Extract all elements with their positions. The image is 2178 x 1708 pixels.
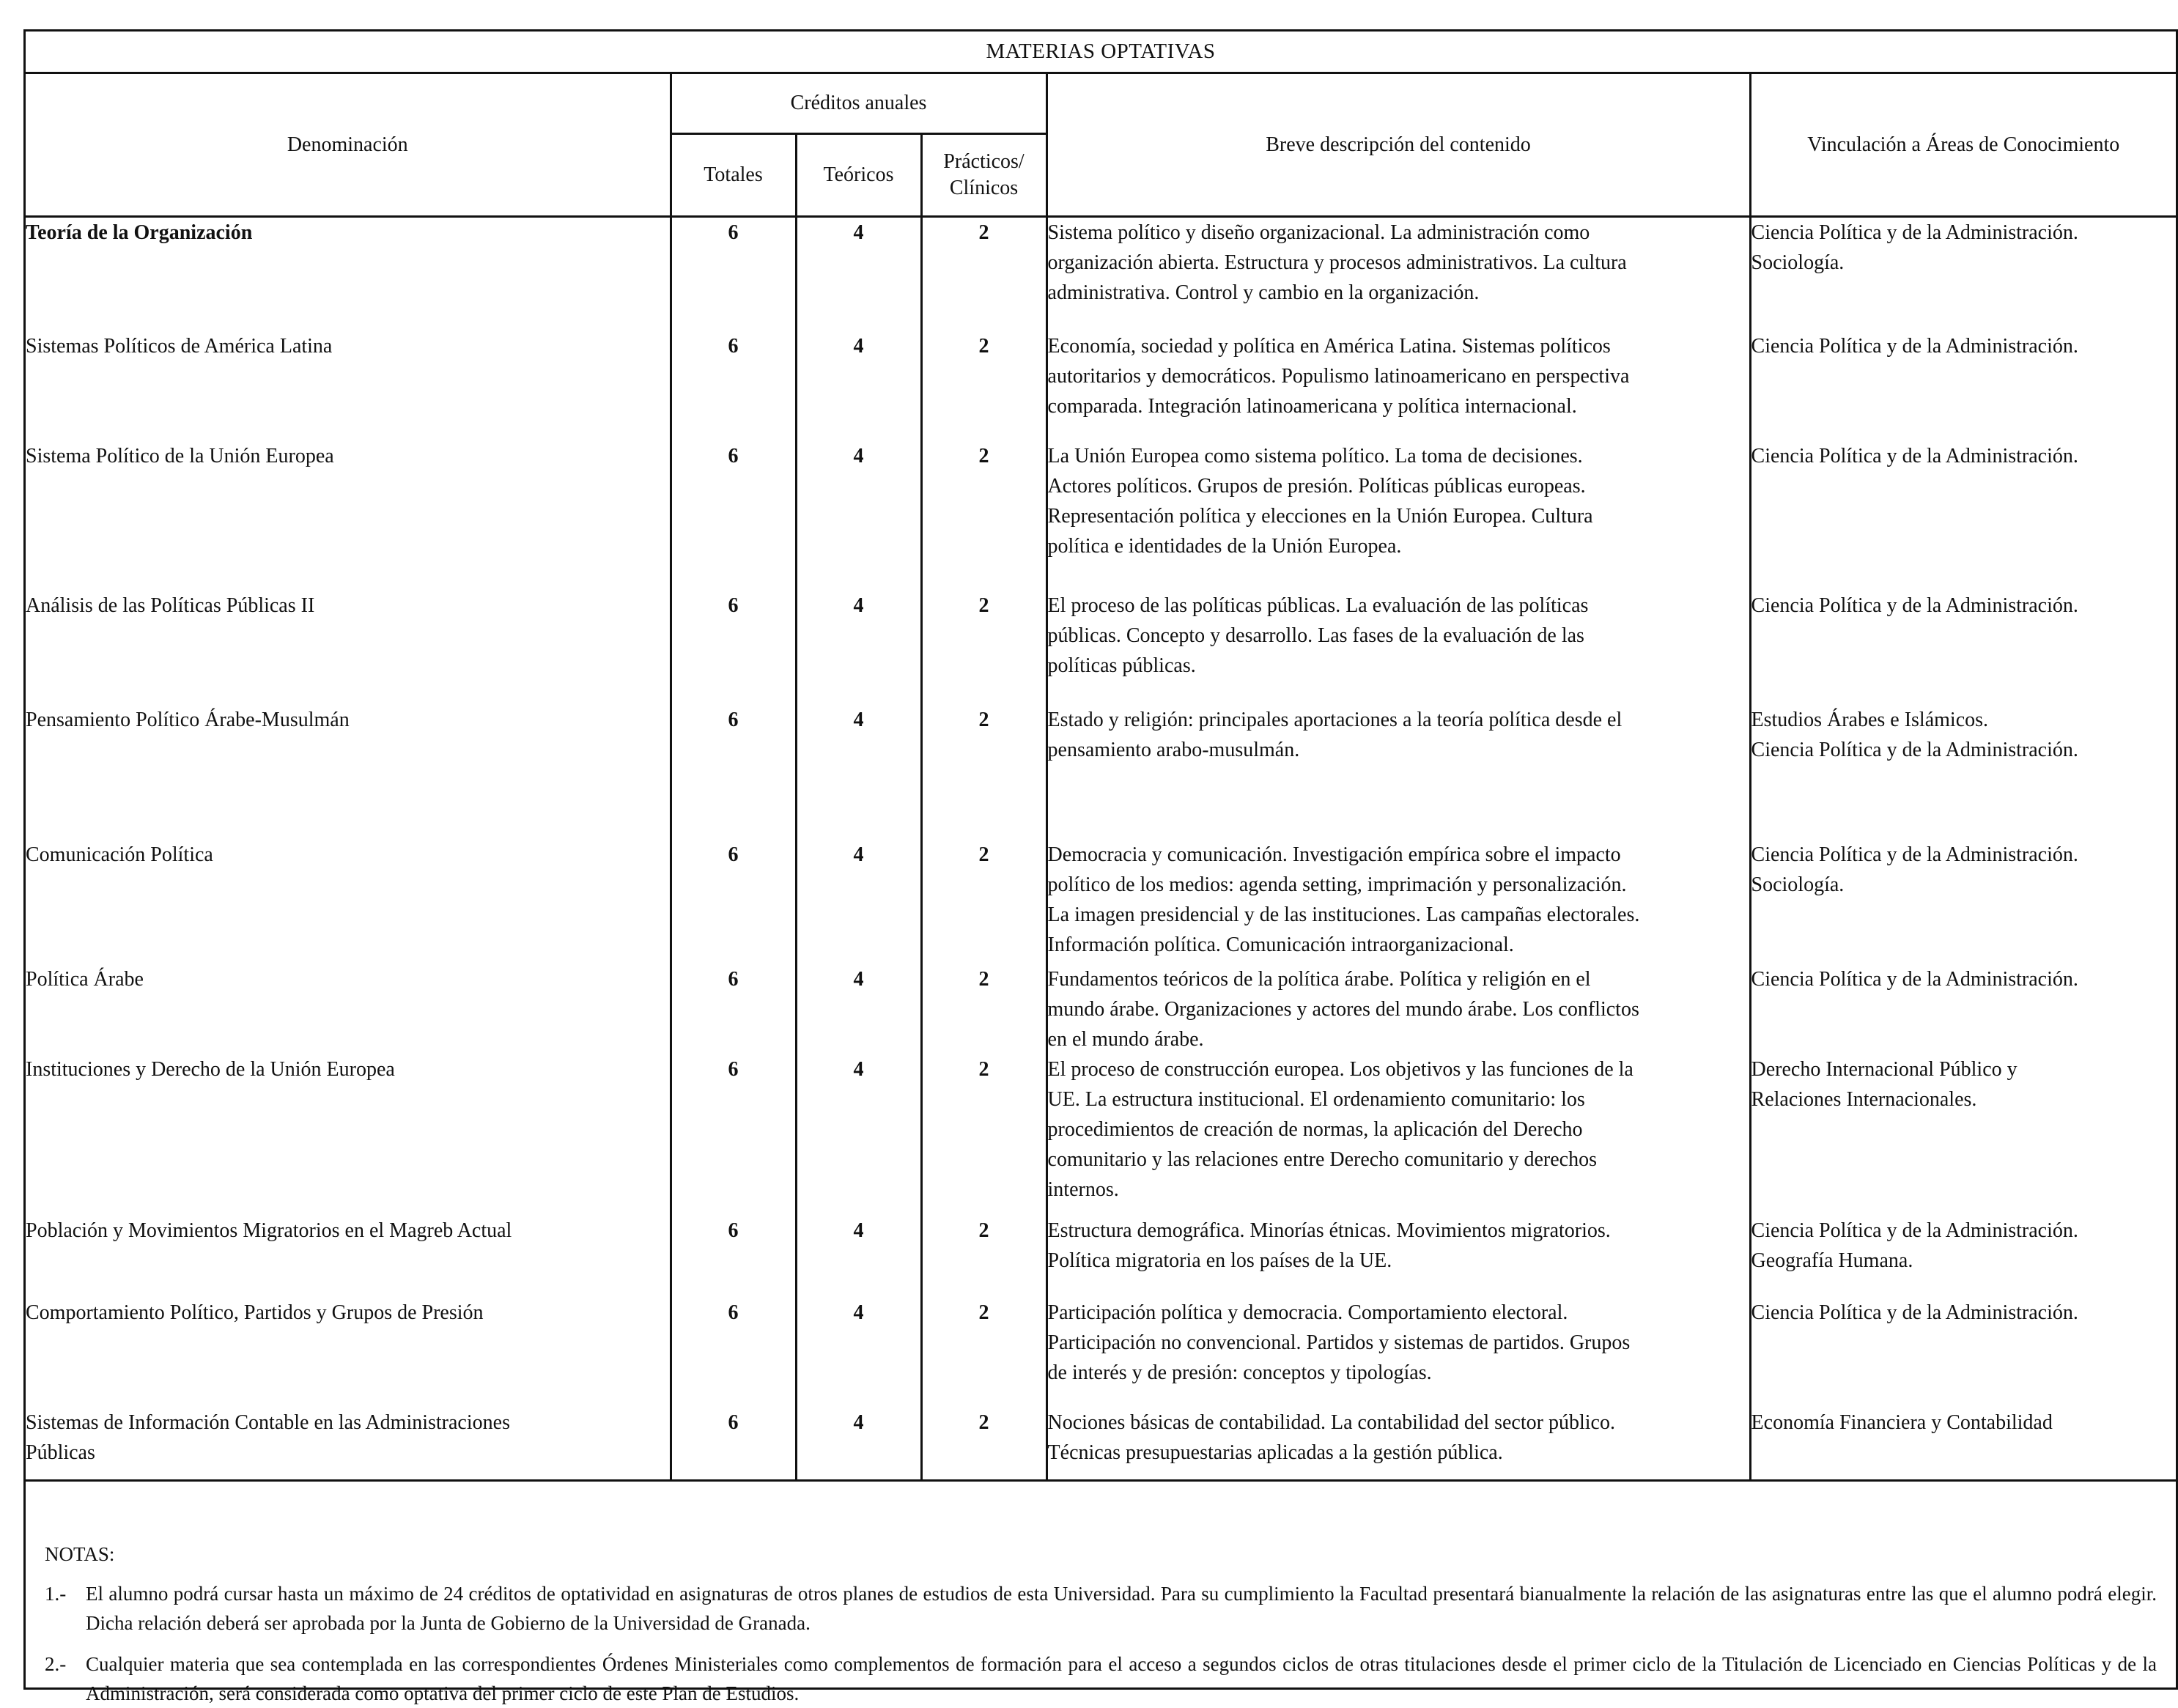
header-vinculacion: Vinculación a Áreas de Conocimiento [1750,74,2176,217]
cell-vinculacion [1750,1408,2176,1481]
descripcion-line: de interés y de presión: conceptos y tipologías. [1047,1361,1432,1384]
cell-denominacion [26,1298,671,1408]
table-row [26,840,2176,964]
cell-vinculacion [1750,591,2176,705]
cell-teoricos: 4 [796,840,921,964]
cell-totales: 6 [671,705,796,840]
cell-denominacion [26,840,671,964]
cell-descripcion [1046,591,1750,705]
cell-teoricos: 4 [796,1408,921,1481]
denominacion-text: Públicas [26,1441,95,1464]
descripcion-line: mundo árabe. Organizaciones y actores del mundo árabe. Los conflictos [1047,997,1639,1021]
cell-vinculacion [1750,1054,2176,1216]
cell-vinculacion [1750,1216,2176,1298]
nota-item [45,1649,2157,1708]
denominacion-text: Comunicación Política [26,843,213,866]
cell-vinculacion [1750,1298,2176,1408]
cell-totales: 6 [671,441,796,591]
cell-denominacion [26,591,671,705]
cell-descripcion [1046,964,1750,1054]
descripcion-line: Representación política y elecciones en la Unión Europea. Cultura [1047,504,1593,528]
header-totales: Totales [671,134,796,217]
cell-teoricos: 4 [796,441,921,591]
descripcion-line: comunitario y las relaciones entre Derecho comunitario y derechos [1047,1147,1598,1171]
cell-teoricos: 4 [796,591,921,705]
descripcion-line: La Unión Europea como sistema político. La toma de decisiones. [1047,444,1583,467]
cell-denominacion [26,1408,671,1481]
cell-teoricos: 4 [796,331,921,441]
descripcion-line: comparada. Integración latinoamericana y política internacional. [1047,394,1577,418]
cell-totales: 6 [671,840,796,964]
descripcion-line: UE. La estructura institucional. El ordenamiento comunitario: los [1047,1087,1585,1111]
descripcion-line: Estructura demográfica. Minorías étnicas. Movimientos migratorios. [1047,1219,1611,1242]
table-row [26,591,2176,705]
cell-practicos: 2 [921,331,1046,441]
cell-totales: 6 [671,591,796,705]
cell-descripcion [1046,1408,1750,1481]
vinculacion-line: Relaciones Internacionales. [1751,1087,1977,1111]
cell-totales: 6 [671,1298,796,1408]
descripcion-line: autoritarios y democráticos. Populismo latinoamericano en perspectiva [1047,364,1630,388]
vinculacion-line: Sociología. [1751,873,1845,896]
denominacion-text: Población y Movimientos Migratorios en el Magreb Actual [26,1219,512,1242]
cell-denominacion [26,331,671,441]
denominacion-text: Análisis de las Políticas Públicas II [26,594,315,617]
cell-practicos: 2 [921,441,1046,591]
cell-practicos: 2 [921,591,1046,705]
cell-teoricos: 4 [796,1298,921,1408]
denominacion-text: Política Árabe [26,967,144,991]
cell-vinculacion [1750,840,2176,964]
descripcion-line: públicas. Concepto y desarrollo. Las fases de la evaluación de las [1047,624,1584,647]
vinculacion-line: Ciencia Política y de la Administración. [1751,738,2078,761]
cell-denominacion [26,217,671,331]
vinculacion-line: Ciencia Política y de la Administración. [1751,967,2078,991]
vinculacion-line: Ciencia Política y de la Administración. [1751,1301,2078,1324]
table-row [26,1054,2176,1216]
vinculacion-line: Ciencia Política y de la Administración. [1751,334,2078,358]
cell-denominacion [26,441,671,591]
nota-index: 1.- [45,1583,67,1605]
cell-vinculacion [1750,964,2176,1054]
descripcion-line: La imagen presidencial y de las instituciones. Las campañas electorales. [1047,903,1640,926]
descripcion-line: Nociones básicas de contabilidad. La contabilidad del sector público. [1047,1411,1615,1434]
descripcion-line: política e identidades de la Unión Europea. [1047,534,1402,558]
header-practicos-line2: Clínicos [949,177,1019,199]
table-row [26,964,2176,1054]
cell-descripcion [1046,1216,1750,1298]
cell-vinculacion [1750,331,2176,441]
vinculacion-line: Ciencia Política y de la Administración. [1751,444,2078,467]
nota-text: Cualquier materia que sea contemplada en las correspondientes Órdenes Ministeriales como complementos de formación para el acceso a segundos ciclos de otras titulaciones desde el primer ciclo de la Titulación de Licenciado en Ciencias Políticas y de la Administración, será considerada como optativa del primer ciclo de este Plan de Estudios. [86,1653,2157,1704]
denominacion-text: Sistemas Políticos de América Latina [26,334,333,358]
descripcion-line: pensamiento arabo-musulmán. [1047,738,1300,761]
cell-descripcion [1046,441,1750,591]
notas-section [26,1526,2176,1704]
vinculacion-line: Derecho Internacional Público y [1751,1057,2018,1081]
descripcion-line: político de los medios: agenda setting, imprimación y personalización. [1047,873,1627,896]
cell-practicos: 2 [921,217,1046,331]
descripcion-line: Técnicas presupuestarias aplicadas a la gestión pública. [1047,1441,1503,1464]
header-creditos-anuales: Créditos anuales [671,74,1046,134]
table-row [26,1216,2176,1298]
cell-denominacion [26,1054,671,1216]
cell-descripcion [1046,217,1750,331]
denominacion-text: Sistemas de Información Contable en las Administraciones [26,1411,510,1434]
vinculacion-line: Geografía Humana. [1751,1249,1913,1272]
vinculacion-line: Economía Financiera y Contabilidad [1751,1411,2053,1434]
document-sheet [23,29,2178,1704]
cell-vinculacion [1750,217,2176,331]
table-row [26,1298,2176,1408]
cell-totales: 6 [671,1408,796,1481]
table-row [26,331,2176,441]
cell-teoricos: 4 [796,964,921,1054]
table-row [26,705,2176,840]
table-body [26,217,2176,1481]
nota-item [45,1579,2157,1638]
nota-index: 2.- [45,1653,67,1675]
cell-practicos: 2 [921,1298,1046,1408]
cell-vinculacion [1750,705,2176,840]
descripcion-line: Democracia y comunicación. Investigación empírica sobre el impacto [1047,843,1621,866]
denominacion-text: Instituciones y Derecho de la Unión Europea [26,1057,395,1081]
denominacion-text: Sistema Político de la Unión Europea [26,444,334,467]
nota-text: El alumno podrá cursar hasta un máximo de 24 créditos de optatividad en asignaturas de otros planes de estudios de esta Universidad. Para su cumplimiento la Facultad presentará bianualmente la relación de las asignaturas entre las que el alumno podrá elegir. Dicha relación deberá ser aprobada por la Junta de Gobierno de la Universidad de Granada. [86,1583,2157,1634]
descripcion-line: administrativa. Control y cambio en la organización. [1047,281,1480,304]
descripcion-line: Fundamentos teóricos de la política árabe. Política y religión en el [1047,967,1591,991]
descripcion-line: Política migratoria en los países de la UE. [1047,1249,1392,1272]
table-row [26,217,2176,331]
vinculacion-line: Ciencia Política y de la Administración. [1751,594,2078,617]
vinculacion-line: Ciencia Política y de la Administración. [1751,221,2078,244]
cell-totales: 6 [671,217,796,331]
vinculacion-line: Estudios Árabes e Islámicos. [1751,708,1989,731]
cell-totales: 6 [671,331,796,441]
descripcion-line: procedimientos de creación de normas, la aplicación del Derecho [1047,1117,1583,1141]
descripcion-line: El proceso de construcción europea. Los objetivos y las funciones de la [1047,1057,1634,1081]
vinculacion-line: Sociología. [1751,251,1845,274]
cell-teoricos: 4 [796,217,921,331]
vinculacion-line: Ciencia Política y de la Administración. [1751,843,2078,866]
cell-totales: 6 [671,964,796,1054]
cell-practicos: 2 [921,1216,1046,1298]
cell-denominacion [26,1216,671,1298]
descripcion-line: Estado y religión: principales aportaciones a la teoría política desde el [1047,708,1623,731]
descripcion-line: Participación política y democracia. Comportamiento electoral. [1047,1301,1568,1324]
cell-vinculacion [1750,441,2176,591]
descripcion-line: políticas públicas. [1047,654,1196,677]
vinculacion-line: Ciencia Política y de la Administración. [1751,1219,2078,1242]
header-descripcion: Breve descripción del contenido [1046,74,1750,217]
cell-teoricos: 4 [796,1054,921,1216]
table-row [26,441,2176,591]
cell-practicos: 2 [921,705,1046,840]
cell-practicos: 2 [921,964,1046,1054]
cell-denominacion [26,705,671,840]
descripcion-line: Sistema político y diseño organizacional. La administración como [1047,221,1590,244]
cell-practicos: 2 [921,840,1046,964]
header-practicos-line1: Prácticos/ [943,149,1025,173]
denominacion-text: Pensamiento Político Árabe-Musulmán [26,708,350,731]
descripcion-line: en el mundo árabe. [1047,1027,1204,1051]
cell-descripcion [1046,705,1750,840]
header-denominacion: Denominación [26,74,671,217]
descripcion-line: Participación no convencional. Partidos y sistemas de partidos. Grupos [1047,1331,1631,1354]
cell-totales: 6 [671,1054,796,1216]
cell-descripcion [1046,1054,1750,1216]
cell-practicos: 2 [921,1408,1046,1481]
notas-heading: NOTAS: [45,1543,115,1565]
descripcion-line: Economía, sociedad y política en América Latina. Sistemas políticos [1047,334,1611,358]
header-teoricos: Teóricos [796,134,921,217]
cell-descripcion [1046,331,1750,441]
header-practicos [921,134,1046,217]
cell-descripcion [1046,1298,1750,1408]
descripcion-line: Información política. Comunicación intraorganizacional. [1047,933,1514,956]
descripcion-line: internos. [1047,1178,1119,1201]
cell-practicos: 2 [921,1054,1046,1216]
cell-totales: 6 [671,1216,796,1298]
cell-teoricos: 4 [796,1216,921,1298]
materias-table [26,74,2176,1482]
denominacion-text: Teoría de la Organización [26,221,253,244]
table-title: MATERIAS OPTATIVAS [26,32,2176,74]
descripcion-line: organización abierta. Estructura y procesos administrativos. La cultura [1047,251,1627,274]
descripcion-line: El proceso de las políticas públicas. La evaluación de las políticas [1047,594,1589,617]
descripcion-line: Actores políticos. Grupos de presión. Políticas públicas europeas. [1047,474,1586,498]
cell-teoricos: 4 [796,705,921,840]
table-row [26,1408,2176,1481]
denominacion-text: Comportamiento Político, Partidos y Grupos de Presión [26,1301,484,1324]
cell-descripcion [1046,840,1750,964]
cell-denominacion [26,964,671,1054]
